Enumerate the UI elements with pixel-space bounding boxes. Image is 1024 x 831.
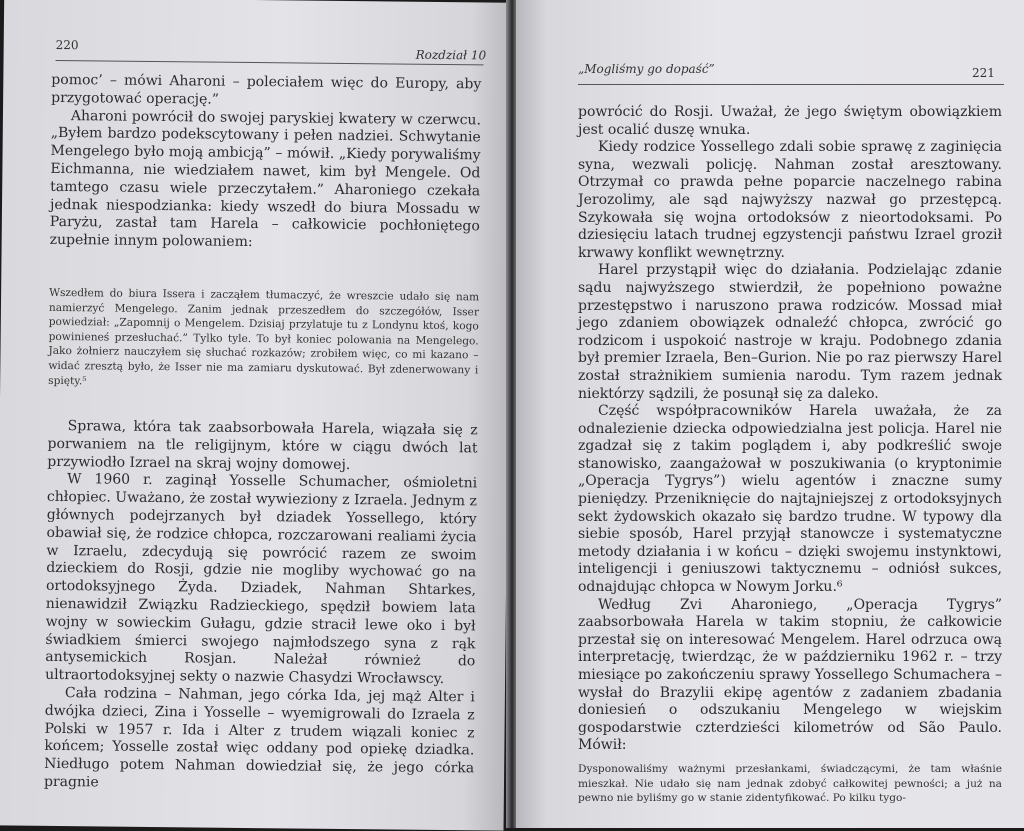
- block-quote: [578, 762, 1002, 806]
- paragraph: Cała rodzina – Nahman, jego córka Ida, jej mąż Alter i dwójka dzieci, Zina i Yosselle – wyemigrowali do Izraela z Polski w 1957 r. Ida i Alter z trudem wiązali koniec z końcem; Yosselle został więc oddany pod opiekę dziadka. Niedługo potem Nahman dowiedział się, że jego córka pragnie: [43, 685, 475, 791]
- running-head: „Mogliśmy go dopaść”: [578, 62, 715, 76]
- body-text-bottom: [44, 418, 478, 796]
- paragraph: powrócić do Rosji. Uważał, że jego świętym obowiązkiem jest ocalić duszę wnuka.: [578, 104, 1002, 138]
- page-number: 221: [972, 66, 995, 80]
- block-quote: [48, 286, 479, 393]
- paragraph: Harel przystąpił więc do działania. Podzielając zdanie sądu najwyższego stwierdził, że popełniono poważne przestępstwo i naruszono prawa rodziców. Mossad miał jego zdaniem obowiązek odnaleźć chłopca, zwrócić go rodzicom i uspokoić nastroje w kraju. Podobnego zdania był premier Izraela, Ben–Gurion. Nie po raz pierwszy Harel został strażnikiem sumienia narodu. Tym razem jednak niektórzy sądzili, że posunął się za daleko.: [578, 262, 1002, 402]
- header-rule: [578, 84, 1004, 85]
- paragraph: Aharoni powrócił do swojej paryskiej kwatery w czerwcu. „Byłem bardzo podekscytowany i pełen nadziei. Schwytanie Mengelego było moją ambicją” – mówił. „Kiedy porywaliśmy Eichmanna, nie wiedziałem nawet, kim był Mengele. Od tamtego czasu wiele przeczytałem.” Aharoniego czekała jednak niespodzianka: kiedy wszedł do biura Mossadu w Paryżu, zastał tam Harela – całkowicie pochłoniętego zupełnie innym polowaniem:: [49, 107, 482, 251]
- paragraph: pomoc’ – mówi Aharoni – poleciałem więc do Europy, aby przygotować operację.”: [51, 71, 482, 108]
- paragraph: Według Zvi Aharoniego, „Operacja Tygrys” zaabsorbowała Harela w takim stopniu, że całkowicie przestał się on interesować Mengelem. Harel odrzuca ową interpretację, twierdząc, że w październiku 1962 r. – trzy miesiące po zakończeniu sprawy Yossellego Schumachera – wysłał do Brazylii ekipę agentów z zadaniem zbadania doniesień o odszukaniu Mengelego w wiejskim gospodarstwie czterdzieści kilometrów od São Paulo. Mówił:: [578, 596, 1002, 754]
- running-head: Rozdział 10: [415, 47, 487, 63]
- paragraph: Sprawa, która tak zaabsorbowała Harela, wiązała się z porwaniem na tle religijnym, które w ciągu dwóch lat przywiodło Izrael na skraj wojny domowej.: [47, 418, 478, 473]
- paragraph: Część współpracowników Harela uważała, że za odnalezienie dziecka odpowiedzialna jest policja. Harel nie zgadzał się z takim poglądem i, aby podkreślić swoje stanowisko, zaangażował w poszukiwania (o kryptonimie „Operacja Tygrys”) wielu agentów i znaczne sumy pieniędzy. Przeniknięcie do najtajniejszej z ortodoksyjnych sekt żydowskich okazało się bardzo trudne. W typowy dla siebie sposób, Harel przyjął stanowcze i systematyczne metody działania i w końcu – dzięki swojemu instynktowi, inteligencji i geniuszowi taktycznemu – odniósł sukces, odnajdując chłopca w Nowym Jorku.⁶: [578, 403, 1002, 596]
- right-page: [516, 0, 1024, 828]
- page-number: 220: [55, 37, 79, 53]
- quote-text: Wszedłem do biura Issera i zacząłem tłumaczyć, że wreszcie udało się nam namierzyć Mengelego. Zanim jednak przeszedłem do szczegółów, Isser powiedział: „Zapomnij o Mengelem. Dzisiaj przylatuje tu z Londynu ktoś, kogo powinieneś przesłuchać.” Tylko tyle. To był koniec polowania na Mengelego. Jako żołnierz nauczyłem się słuchać rozkazów; zrobiłem więc, co mi kazano – widać zresztą było, że Isser nie ma zamiaru dyskutować. Był zdenerwowany i spięty.⁵: [48, 286, 480, 387]
- paragraph: Kiedy rodzice Yossellego zdali sobie sprawę z zaginięcia syna, wezwali policję. Nahman został aresztowany. Otrzymał co prawda pełne poparcie naczelnego rabina Jerozolimy, ale sąd najwyższy nazwał go przestępcą. Szykowała się wojna ortodoksów z nieortodoksami. Po dziesięciu latach trudnej egzystencji państwu Izrael groził krwawy konflikt wewnętrzny.: [578, 139, 1002, 261]
- quote-text: Dysponowaliśmy ważnymi przesłankami, świadczącymi, że tam właśnie mieszkał. Nie udało się nam jednak zdobyć całkowitej pewności; a już na pewno nie byliśmy go w stanie zidentyfikować. Po kilku tygo-: [578, 763, 1002, 805]
- body-text-top: [50, 72, 482, 254]
- body-text: [578, 104, 1002, 755]
- paragraph: W 1960 r. zaginął Yosselle Schumacher, ośmioletni chłopiec. Uważano, że został wywieziony z Izraela. Jednym z głównych podejrzanych był dziadek Yossellego, który obawiał się, że rodzice chłopca, rozczarowani realiami życia w Izraelu, zdecydują się powrócić razem ze swoim dzieckiem do Rosji, gdzie nie mogliby wychować go na ortodoksyjnego Żyda. Dziadek, Nahman Shtarkes, nienawidził Związku Radzieckiego, spędził bowiem lata wojny w sowieckim Gułagu, gdzie stracił lewe oko i był świadkiem śmierci swojego najmłodszego syna z rąk antysemickich Rosjan. Należał również do ultraortodoksyjnej sekty o nazwie Chasydzi Wrocławscy.: [45, 471, 478, 688]
